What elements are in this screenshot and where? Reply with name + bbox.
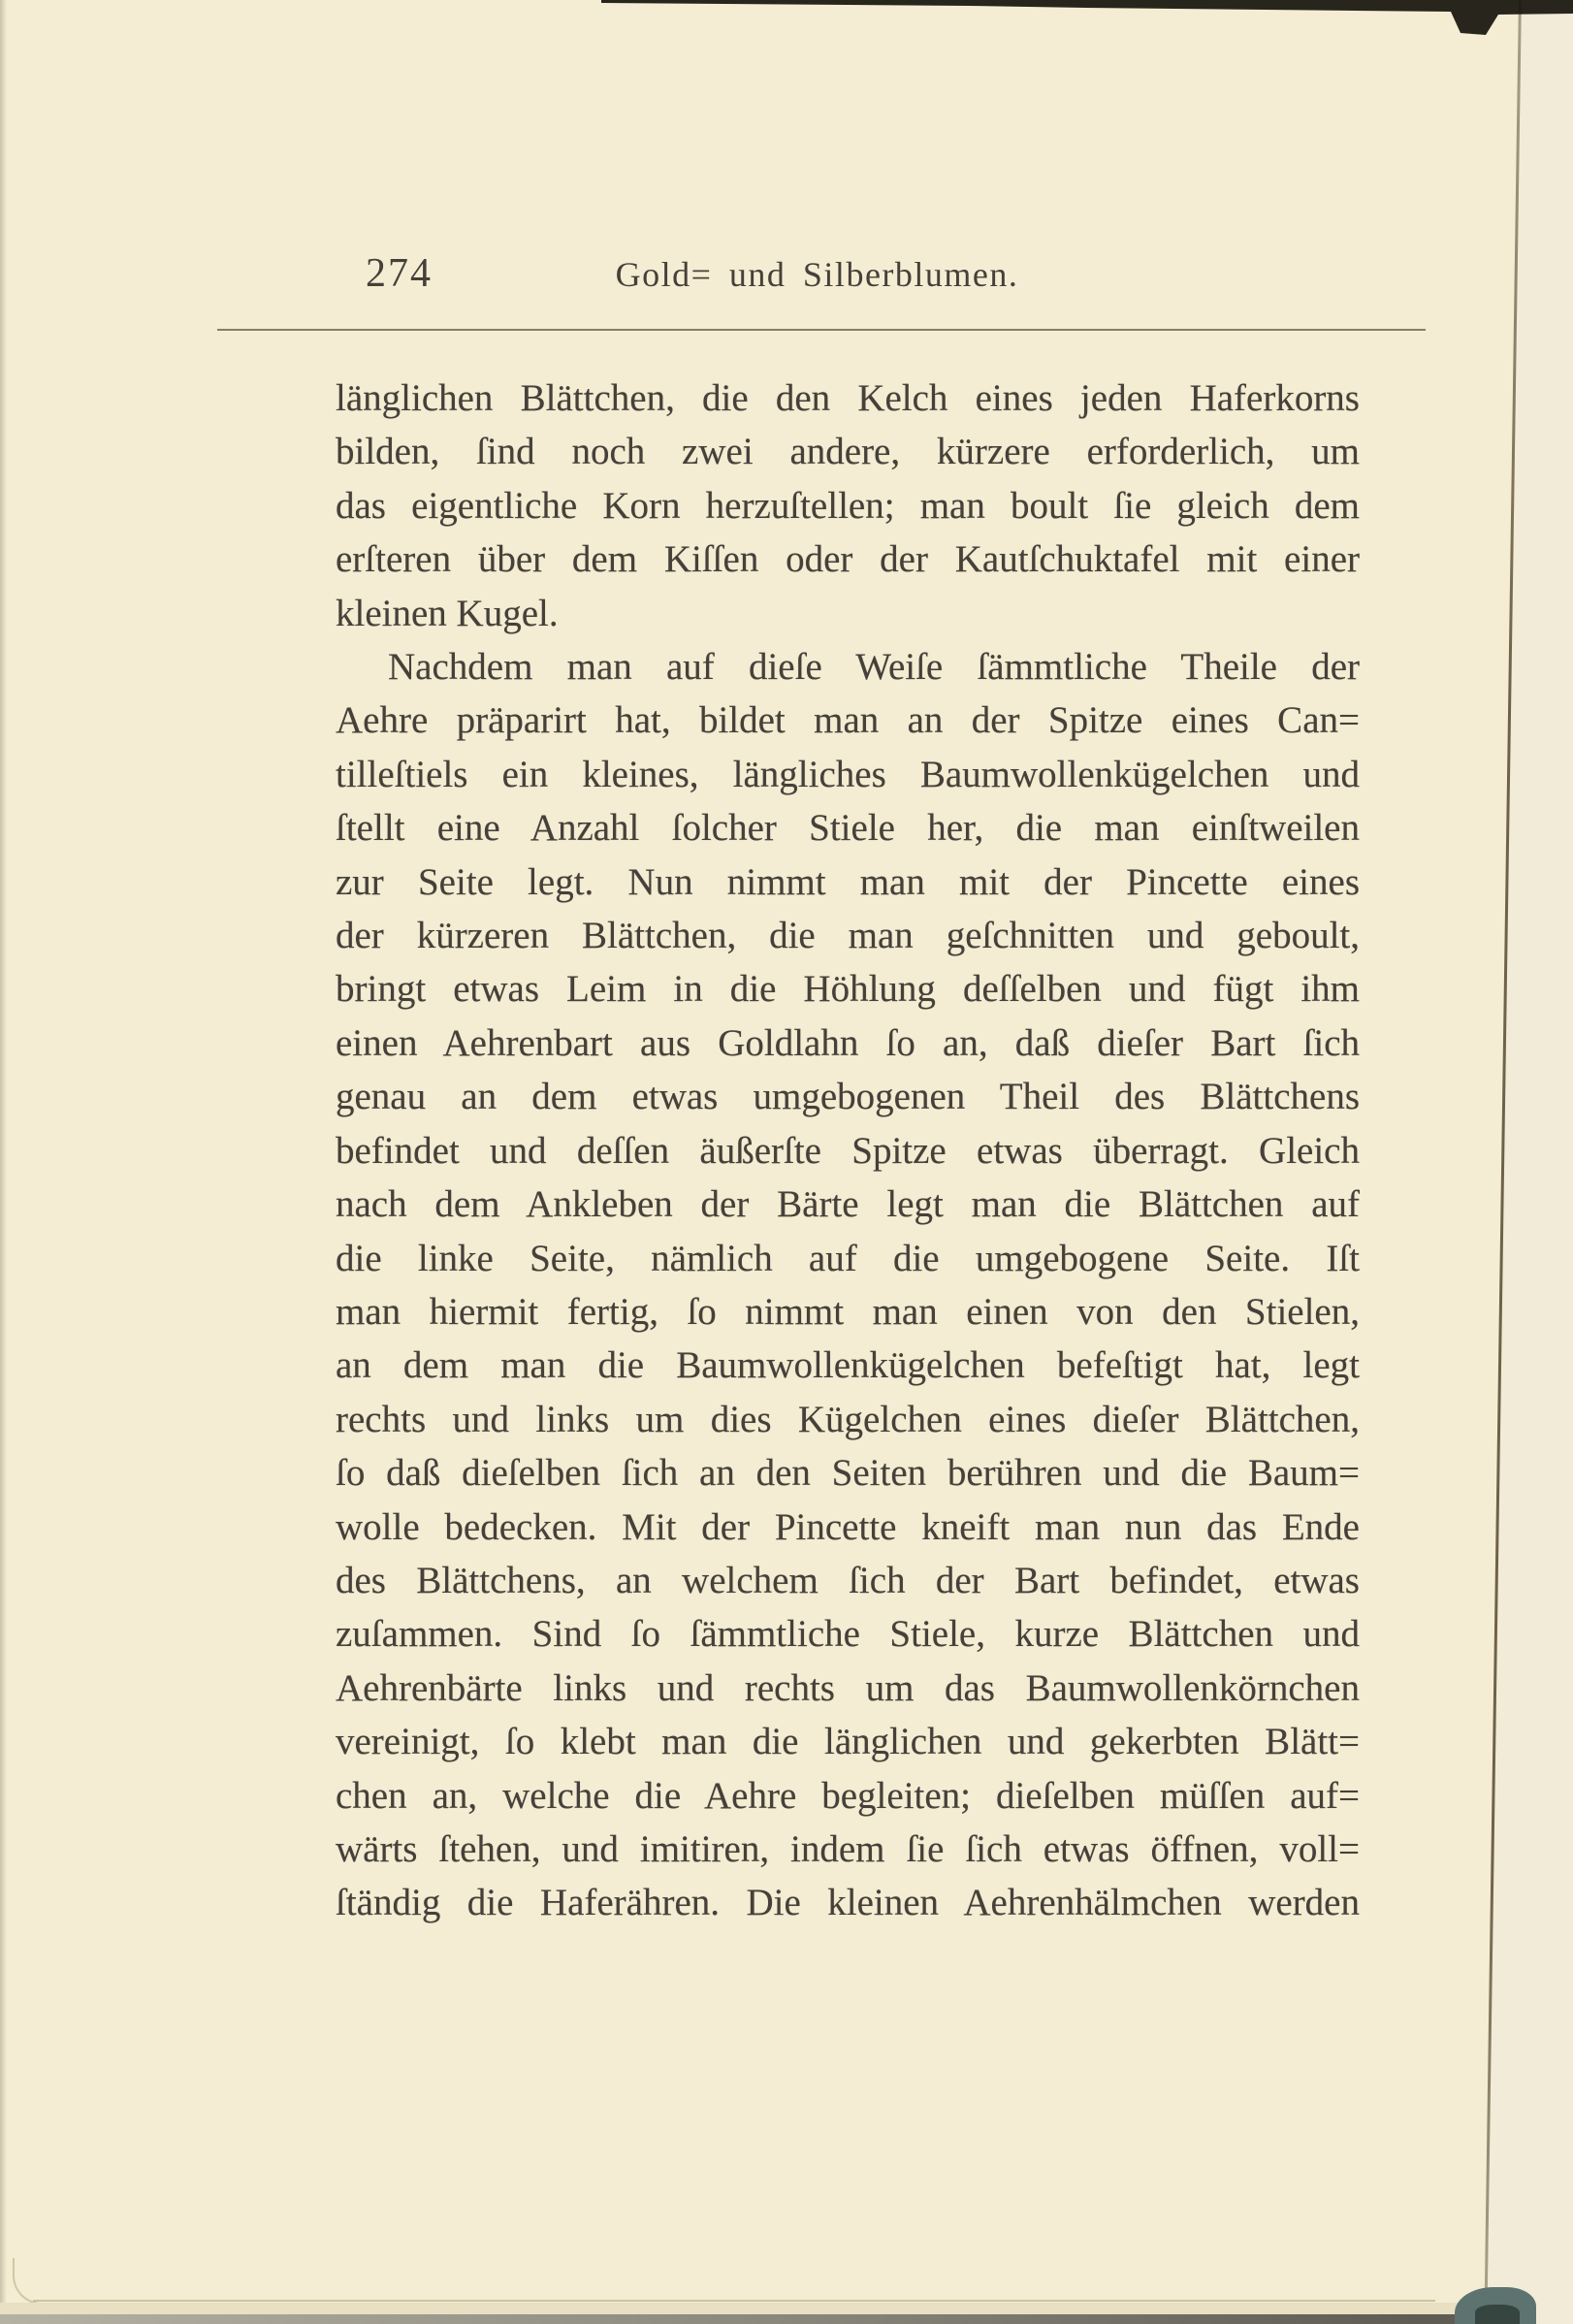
text-line: der kürzeren Blättchen, die man geſchnitten und geboult, xyxy=(336,915,1360,957)
text-line: kleinen Kugel. xyxy=(336,592,559,634)
text-line: das eigentliche Korn herzuſtellen; man boult ſie gleich dem xyxy=(336,484,1360,527)
page-number: 274 xyxy=(366,251,433,296)
text-line: ſtändig die Haferähren. Die kleinen Aehrenhälmchen werden xyxy=(336,1882,1360,1924)
text-line: nach dem Ankleben der Bärte legt man die Blättchen auf xyxy=(336,1183,1360,1226)
text-line: einen Aehrenbart aus Goldlahn ſo an, daß dieſer Bart ſich xyxy=(336,1021,1360,1064)
text-line: die linke Seite, nämlich auf die umgebogene Seite. Iſt xyxy=(336,1237,1360,1279)
text-line: erſteren über dem Kiſſen oder der Kautſchuktafel mit einer xyxy=(336,538,1360,581)
text-line: wolle bedecken. Mit der Pincette kneift man nun das Ende xyxy=(336,1505,1360,1548)
text-line: zuſammen. Sind ſo ſämmtliche Stiele, kurze Blättchen und xyxy=(336,1613,1360,1656)
text-line: genau an dem etwas umgebogenen Theil des Blättchens xyxy=(336,1076,1360,1118)
text-line: des Blättchens, an welchem ſich der Bart befindet, etwas xyxy=(336,1559,1360,1601)
header-rule xyxy=(217,329,1426,331)
running-title: Gold= und Silberblumen. xyxy=(615,255,1019,294)
text-line: befindet und deſſen äußerſte Spitze etwas überragt. Gleich xyxy=(336,1129,1360,1172)
text-line: Nachdem man auf dieſe Weiſe ſämmtliche Theile der xyxy=(388,646,1360,689)
page-bottom-left-corner xyxy=(13,2258,77,2305)
text-line: man hiermit fertig, ſo nimmt man einen von den Stielen, xyxy=(336,1290,1360,1333)
text-line: Aehre präparirt hat, bildet man an der Spitze eines Can= xyxy=(336,699,1360,742)
text-line: vereinigt, ſo klebt man die länglichen und gekerbten Blätt= xyxy=(336,1721,1360,1763)
text-line: zur Seite legt. Nun nimmt man mit der Pincette eines xyxy=(336,860,1360,903)
text-line: rechts und links um dies Kügelchen eines dieſer Blättchen, xyxy=(336,1398,1360,1440)
text-line: wärts ſtehen, und imitiren, indem ſie ſich etwas öffnen, voll= xyxy=(336,1827,1360,1870)
text-line: tilleſtiels ein kleines, längliches Baumwollenkügelchen und xyxy=(336,753,1360,795)
text-line: bringt etwas Leim in die Höhlung deſſelben und fügt ihm xyxy=(336,968,1360,1011)
text-line: ſtellt eine Anzahl ſolcher Stiele her, die man einſtweilen xyxy=(336,807,1360,850)
page-bottom-edge xyxy=(33,2300,1435,2302)
text-line: Aehrenbärte links und rechts um das Baumwollenkörnchen xyxy=(336,1666,1360,1709)
scan-bottom-shadow xyxy=(0,2314,1493,2324)
text-line: ſo daß dieſelben ſich an den Seiten berühren und die Baum= xyxy=(336,1452,1360,1495)
page-left-edge xyxy=(0,0,7,2324)
text-line: an dem man die Baumwollenkügelchen befeſtigt hat, legt xyxy=(336,1344,1360,1387)
text-line: bilden, ſind noch zwei andere, kürzere erforderlich, um xyxy=(336,431,1360,473)
text-block xyxy=(336,371,1360,1930)
text-line: chen an, welche die Aehre begleiten; dieſelben müſſen auf= xyxy=(336,1774,1360,1817)
text-line: länglichen Blättchen, die den Kelch eines jeden Haferkorns xyxy=(336,377,1360,419)
book-cover-corner-shadow xyxy=(1475,2305,1520,2324)
